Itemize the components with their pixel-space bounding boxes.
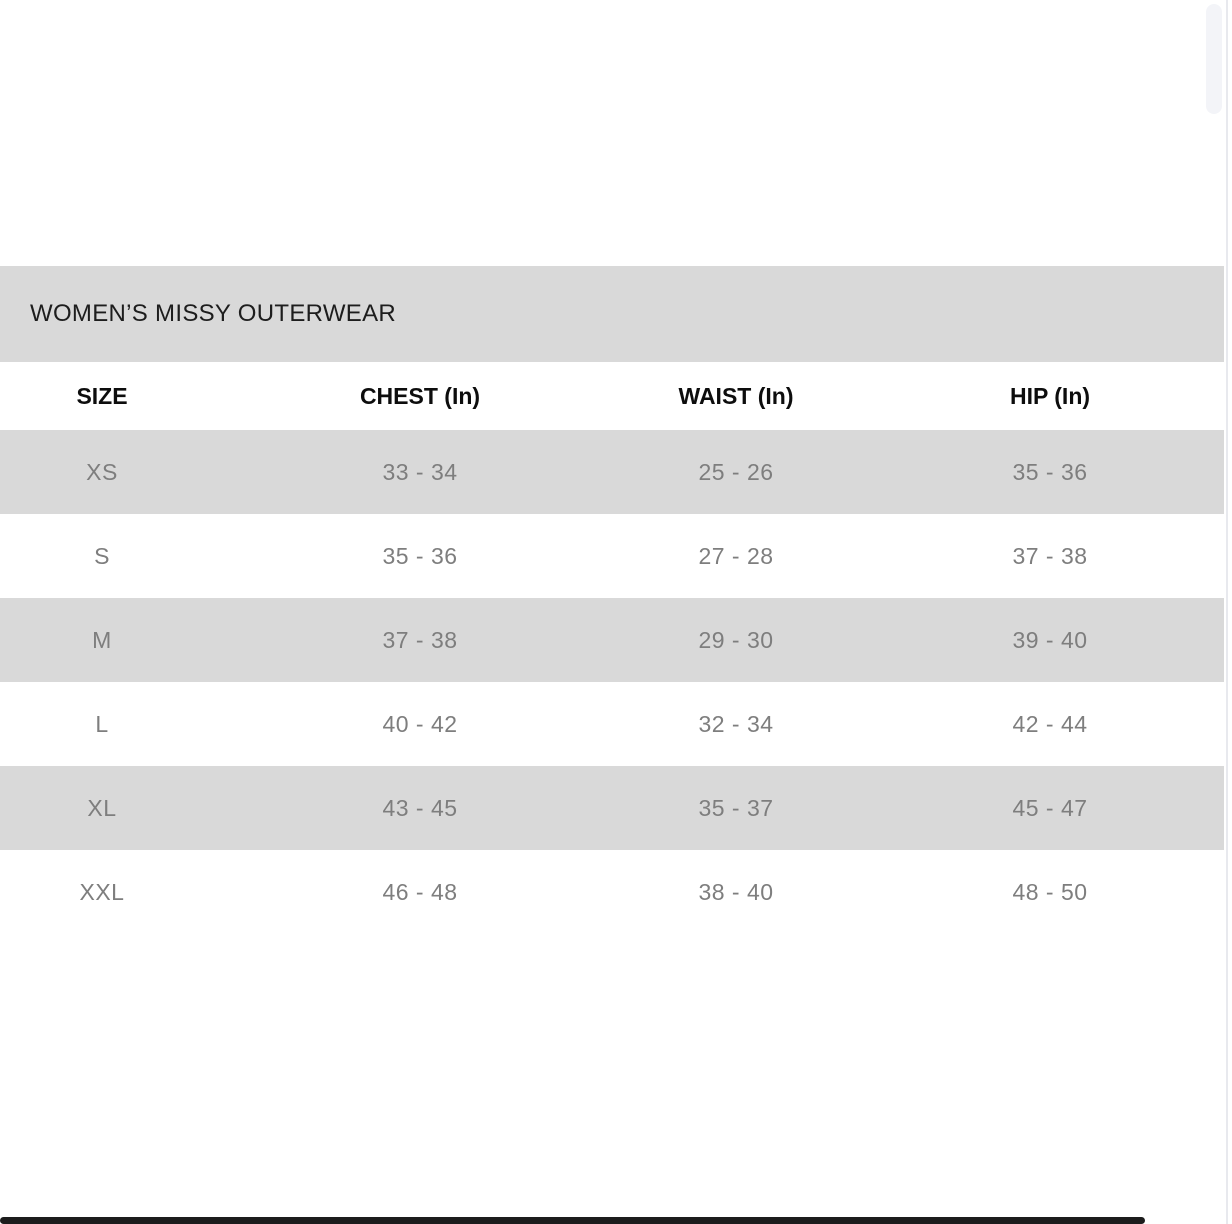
hip-cell: 39 - 40 — [1012, 626, 1088, 653]
waist-cell: 25 - 26 — [698, 458, 774, 485]
column-header-hip: HIP (In) — [1009, 382, 1091, 409]
chest-cell: 46 - 48 — [382, 878, 458, 905]
hip-cell: 35 - 36 — [1012, 458, 1088, 485]
column-header-size: SIZE — [76, 382, 128, 409]
waist-cell: 38 - 40 — [698, 878, 774, 905]
chest-cell: 33 - 34 — [382, 458, 458, 485]
size-cell: XXL — [79, 878, 125, 905]
horizontal-scrollbar-thumb[interactable] — [0, 1217, 1145, 1224]
vertical-scrollbar-thumb[interactable] — [1206, 4, 1222, 114]
chest-cell: 37 - 38 — [382, 626, 458, 653]
waist-cell: 29 - 30 — [698, 626, 774, 653]
hip-cell: 45 - 47 — [1012, 794, 1088, 821]
hip-cell: 42 - 44 — [1012, 710, 1088, 737]
size-cell: S — [94, 542, 110, 569]
size-cell: L — [95, 710, 109, 737]
size-cell: M — [92, 626, 112, 653]
size-table-body — [0, 430, 1224, 934]
hip-cell: 48 - 50 — [1012, 878, 1088, 905]
table-row — [0, 514, 1224, 598]
table-row — [0, 850, 1224, 934]
waist-cell: 35 - 37 — [698, 794, 774, 821]
hip-cell: 37 - 38 — [1012, 542, 1088, 569]
column-header-chest: CHEST (In) — [359, 382, 481, 409]
chest-cell: 43 - 45 — [382, 794, 458, 821]
table-row — [0, 766, 1224, 850]
size-cell: XS — [86, 458, 118, 485]
column-header-row — [0, 362, 1224, 430]
chest-cell: 35 - 36 — [382, 542, 458, 569]
waist-cell: 27 - 28 — [698, 542, 774, 569]
top-whitespace — [0, 0, 1232, 266]
section-title-band — [0, 266, 1224, 362]
table-row — [0, 682, 1224, 766]
size-cell: XL — [87, 794, 117, 821]
size-chart-table — [0, 362, 1224, 934]
vertical-scrollbar-track[interactable] — [1226, 0, 1228, 1224]
waist-cell: 32 - 34 — [698, 710, 774, 737]
section-title: WOMEN’S MISSY OUTERWEAR — [30, 300, 397, 327]
chest-cell: 40 - 42 — [382, 710, 458, 737]
column-header-waist: WAIST (In) — [678, 382, 794, 409]
table-row — [0, 598, 1224, 682]
table-row — [0, 430, 1224, 514]
